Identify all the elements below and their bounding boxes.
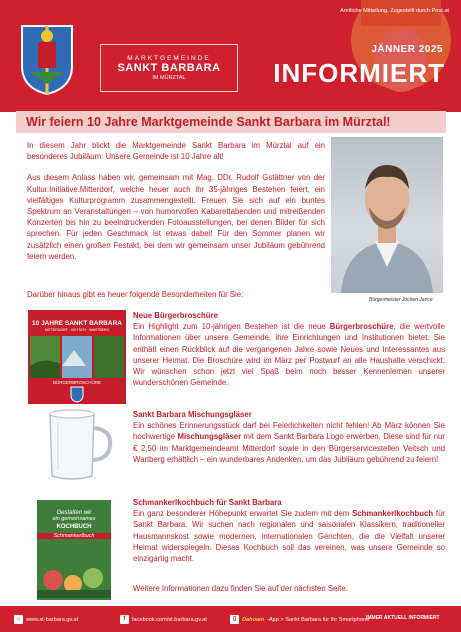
item-brochure: [133, 310, 445, 388]
masthead: [0, 0, 461, 112]
logo-label-top: MARKTGEMEINDE: [127, 55, 211, 62]
issue-date: JÄNNER 2025: [371, 44, 443, 55]
mayor-portrait: [331, 137, 443, 293]
special-intro: Darüber hinaus gibt es heuer folgende Besonderheiten für Sie:: [27, 290, 244, 299]
brochure-cover: [28, 310, 126, 404]
brochure-photo-collage: [28, 336, 126, 378]
logo-label-sub: IM MÜRZTAL: [152, 75, 186, 81]
coat-of-arms: [18, 22, 76, 96]
item-brochure-text-a: Ein Highlight zum 10-jährigen Bestehen ist die neue: [133, 322, 330, 332]
item-brochure-title: Neue Bürgerbroschüre: [133, 311, 218, 320]
cookbook-cover-line2: ein gemeinsames: [52, 516, 96, 522]
phone-icon: ▯: [230, 615, 239, 624]
footer-badge: [366, 615, 440, 621]
brochure-cover-title: 10 JAHRE SANKT BARBARA: [32, 320, 122, 327]
item-brochure-text: [133, 321, 445, 388]
cookbook-cover-line3: KOCHBUCH: [56, 524, 92, 530]
web-icon: ⌂: [14, 615, 23, 624]
official-notice: Amtliche Mitteilung. Zugestellt durch Post.at: [340, 8, 449, 14]
item-brochure-text-b: , die wertvolle Informationen über unsere Gemeinde, ihre Einrichtungen und Institutionen bietet. Sie enthält einen Rückblick auf die vergangenen Jahre sowie Neues und Interessantes aus unserer Heimat. Die Broschüre wird im März per Postwurf an alle Haushalte verschickt. Wir wünschen schon jetzt viel Spaß beim noch besser Kennenlernen unserer wunderschönen Gemeinde.: [133, 322, 445, 388]
headline-bar: [16, 111, 446, 133]
footer-facebook-link[interactable]: facebook.com/st.barbara.gv.at: [132, 616, 207, 623]
logo-label-main: SANKT BARBARA: [117, 62, 221, 74]
item-cookbook-text-b: für Sankt Barbara. Wir suchen nach regionalen und saisonalen Klassikern, traditioneller Hausmannskost sowie modernen, internationalen Gerichten, die die Vielfalt unserer Heimat widerspiegeln. Dieses Kochbuch soll das vereinen, was unsere Gemeinde so einzigartig macht.: [133, 509, 446, 564]
footer-bar: [0, 606, 461, 632]
item-glasses: [133, 409, 445, 465]
saint-barbara-illustration: [261, 0, 461, 112]
item-glasses-text-a: Ein schönes Erinnerungsstück darf bei Feierlichkeiten nicht fehlen! Ab März können Sie hochwertige: [133, 421, 445, 442]
item-glasses-text: [133, 420, 445, 465]
cookbook-cover: [37, 500, 111, 600]
photo-caption: Bürgermeister Jochen Jance: [369, 297, 433, 303]
brochure-cover-band: BÜRGERBROSCHÜRE: [52, 380, 101, 385]
footer-badge-text: IMMER AKTUELL INFORMIERT: [366, 615, 440, 621]
article-headline: Wir feiern 10 Jahre Marktgemeinde Sankt Barbara im Mürztal!: [26, 115, 391, 129]
footer-web-link[interactable]: www.st-barbara.gv.at: [26, 616, 79, 623]
mixing-glass-image: [38, 404, 118, 484]
cookbook-cover-line4: Schmankerlbuch: [37, 533, 111, 539]
footer-app-brand: Dahoam: [242, 616, 265, 623]
closing-note: Weitere Informationen dazu finden Sie auf der nächsten Seite.: [133, 584, 348, 593]
intro-paragraph-1: In diesem Jahr blickt die Marktgemeinde Sankt Barbara im Mürztal auf ein besonderes Jubiläum: Unsere Gemeinde ist 10 Jahre alt!: [27, 141, 325, 162]
magazine-title: INFORMIERT: [273, 58, 445, 88]
brochure-crest-icon: [70, 386, 84, 403]
mayor-photo: [331, 137, 443, 293]
footer-app-text: -App > Sankt Barbara für Ihr Smartphone: [267, 616, 370, 623]
cookbook-food-illustration: [37, 560, 111, 598]
footer-app[interactable]: [230, 615, 369, 624]
footer-web[interactable]: [14, 615, 78, 624]
item-glasses-text-b: mit dem Sankt Barbara Logo erwerben. Diese sind für nur € 2,50 im Marktgemeindeamt Mitterdorf sowie in den Bürgerservicestellen Veitsch und Wartberg erhältlich – ein wunderbares Andenken, um das Jubiläum gebührend zu feiern!: [133, 432, 445, 464]
item-glasses-highlight: Mischungsgläser: [177, 432, 242, 442]
item-brochure-highlight: Bürgerbroschüre: [329, 322, 394, 332]
facebook-icon: f: [120, 615, 129, 624]
footer-facebook[interactable]: [120, 615, 207, 624]
item-cookbook-text-a: Ein ganz besonderer Höhepunkt erwartet Sie zudem mit dem: [133, 509, 353, 519]
brochure-cover-subtitle: MITTERDORF · VEITSCH · WARTBERG: [44, 328, 110, 332]
item-cookbook-title: Schmankerlkochbuch für Sankt Barbara: [133, 498, 282, 507]
item-cookbook-text: [133, 508, 445, 564]
municipality-logo: [100, 44, 238, 92]
item-glasses-title: Sankt Barbara Mischungsgläser: [133, 410, 252, 419]
intro-paragraph-2: Aus diesem Anlass haben wir, gemeinsam mit Mag. DDr. Rudolf Gstättner von der Kultur.Initiative.Mitterdorf, welche heuer auch ihr 35-jähriges Bestehen feiert, ein vielfältiges Kulturprogramm zusammengestellt. Freuen Sie sich auf ein buntes Spektrum an Veranstaltungen – von humorvollen Kabarettabenden und mitreißenden Konzerten bis hin zu beeindruckenden Fotoausstellungen, bei denen Bilder für sich sprechen. Für jeden Geschmack ist etwas dabei! Für den Sommer planen wir zusätzlich einen großen Festakt, bei dem wir gemeinsam unser Jubiläum gebührend feiern werden.: [27, 173, 325, 261]
cookbook-cover-line1: Gestalten wir: [56, 510, 92, 516]
item-cookbook: [133, 497, 445, 564]
item-cookbook-highlight: Schmankerlkochbuch: [352, 509, 434, 519]
intro-text: [27, 140, 325, 272]
